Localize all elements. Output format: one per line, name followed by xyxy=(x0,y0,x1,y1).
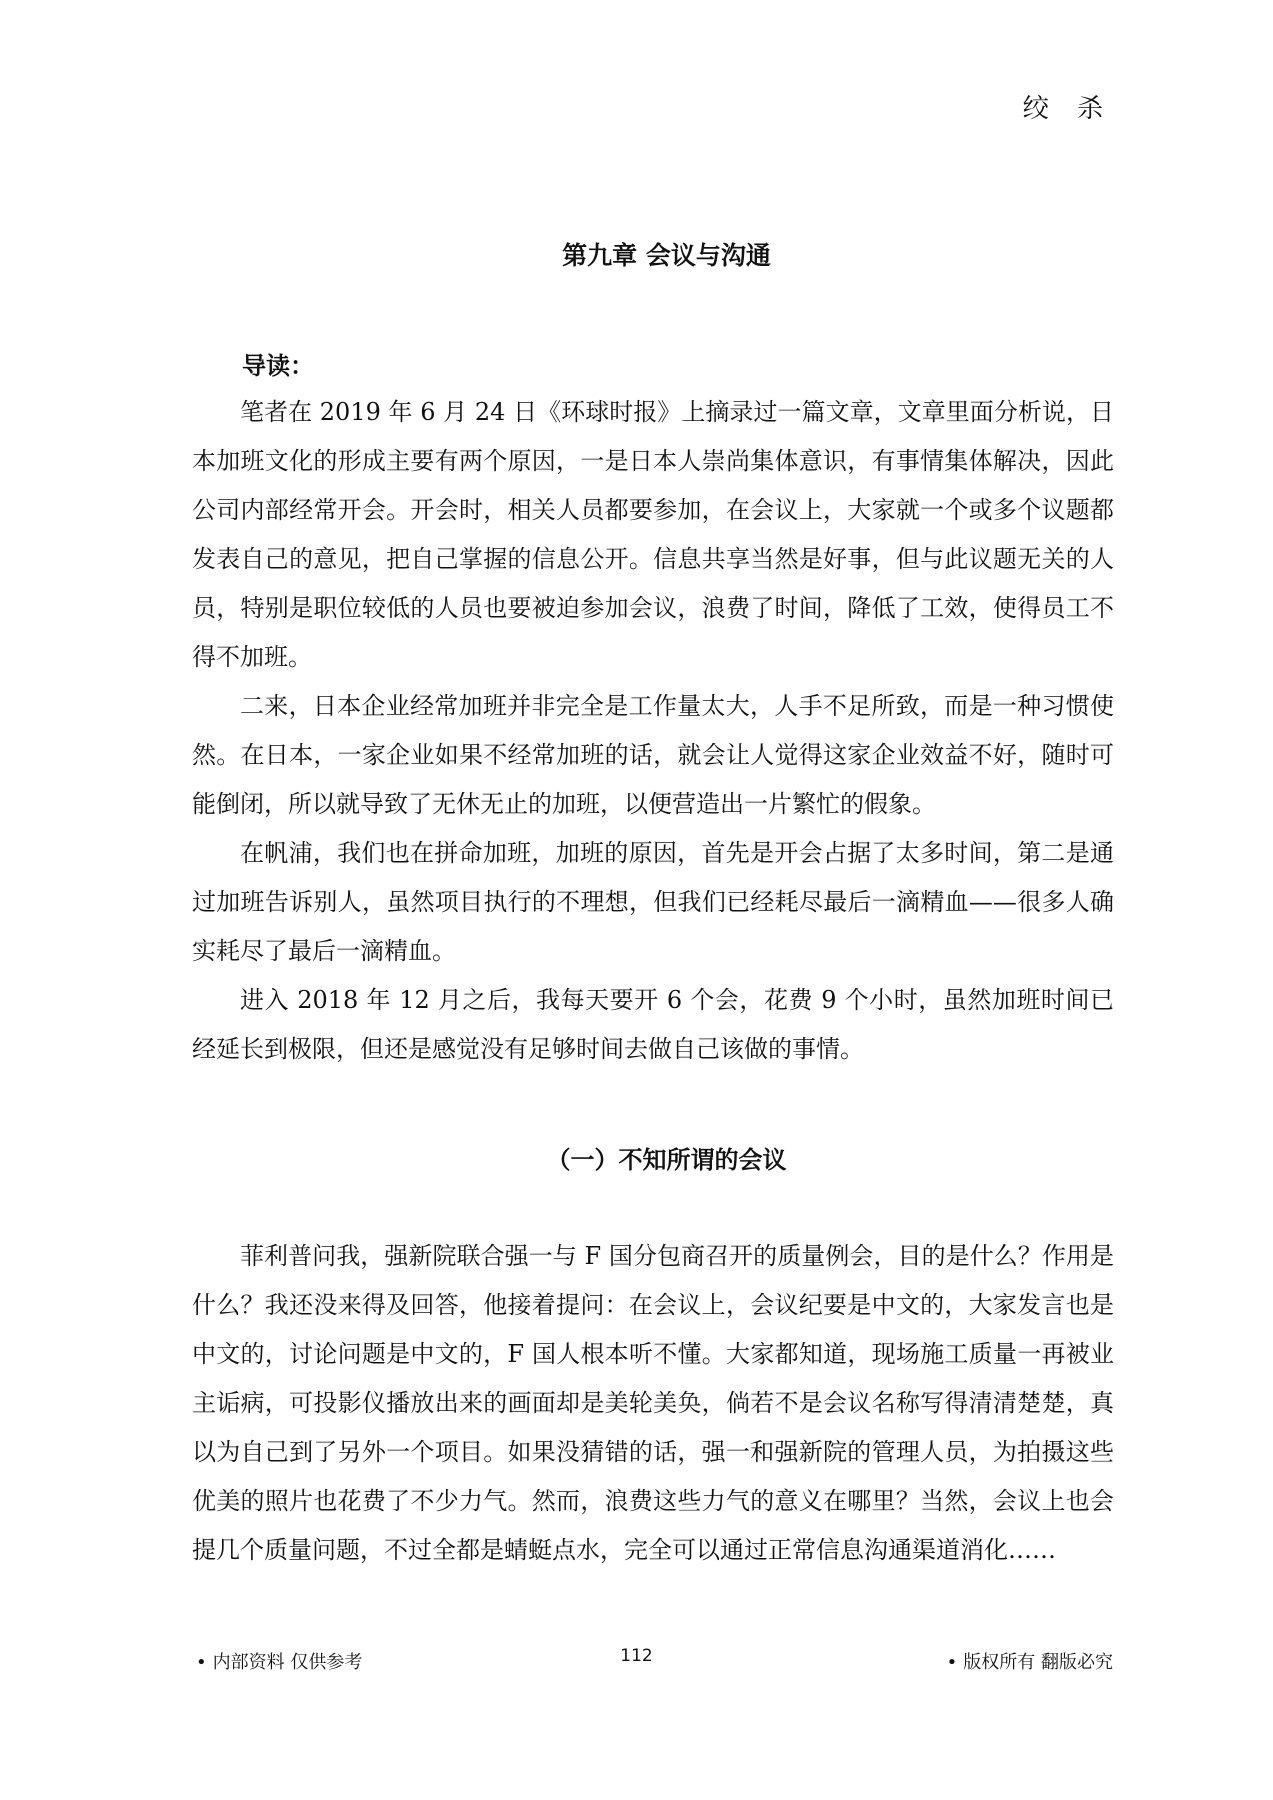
section-title: （一）不知所谓的会议 xyxy=(546,1146,787,1174)
running-header: 绞 杀 xyxy=(1022,94,1113,124)
intro-paragraph: 在帆浦，我们也在拼命加班，加班的原因，首先是开会占据了太多时间，第二是通过加班告诉别人，虽然项目执行的不理想，但我们已经耗尽最后一滴精血——很多人确实耗尽了最后一滴精血。 xyxy=(192,839,1114,965)
intro-label: 导读： xyxy=(242,352,314,380)
footer-left-text: 内部资料 仅供参考 xyxy=(212,1652,363,1673)
intro-paragraph: 笔者在 2019 年 6 月 24 日《环球时报》上摘录过一篇文章，文章里面分析说，日本加班文化的形成主要有两个原因，一是日本人崇尚集体意识，有事情集体解决，因此公司内部经常开会。开会时，相关人员都要参加，在会议上，大家就一个或多个议题都发表自己的意见，把自己掌握的信息公开。信息共享当然是好事，但与此议题无关的人员，特别是职位较低的人员也要被迫参加会议，浪费了时间，降低了工效，使得员工不得不加班。 xyxy=(192,398,1114,671)
footer-right xyxy=(947,1648,1113,1674)
page-number: 112 xyxy=(620,1646,653,1666)
bullet-icon: • xyxy=(946,1652,958,1673)
section-paragraph: 菲利普问我，强新院联合强一与 F 国分包商召开的质量例会，目的是什么？作用是什么？我还没来得及回答，他接着提问：在会议上，会议纪要是中文的，大家发言也是中文的，讨论问题是中文的，F 国人根本听不懂。大家都知道，现场施工质量一再被业主诟病，可投影仪播放出来的画面却是美轮美奂，倘若不是会议名称写得清清楚楚，真以为自己到了另外一个项目。如果没猜错的话，强一和强新院的管理人员，为拍摄这些优美的照片也花费了不少力气。然而，浪费这些力气的意义在哪里？当然，会议上也会提几个质量问题，不过全都是蜻蜓点水，完全可以通过正常信息沟通渠道消化…… xyxy=(192,1242,1114,1564)
section-body xyxy=(192,1232,1114,1575)
chapter-title: 第九章 会议与沟通 xyxy=(562,241,771,270)
intro-paragraph: 二来，日本企业经常加班并非完全是工作量太大，人手不足所致，而是一种习惯使然。在日本，一家企业如果不经常加班的话，就会让人觉得这家企业效益不好，随时可能倒闭，所以就导致了无休无止的加班，以便营造出一片繁忙的假象。 xyxy=(192,692,1114,818)
bullet-icon: • xyxy=(196,1652,207,1673)
footer-right-text: 版权所有 翻版必究 xyxy=(963,1652,1113,1673)
intro-paragraph: 进入 2018 年 12 月之后，我每天要开 6 个会，花费 9 个小时，虽然加班时间已经延长到极限，但还是感觉没有足够时间去做自己该做的事情。 xyxy=(192,986,1114,1063)
intro-body xyxy=(192,388,1114,1074)
